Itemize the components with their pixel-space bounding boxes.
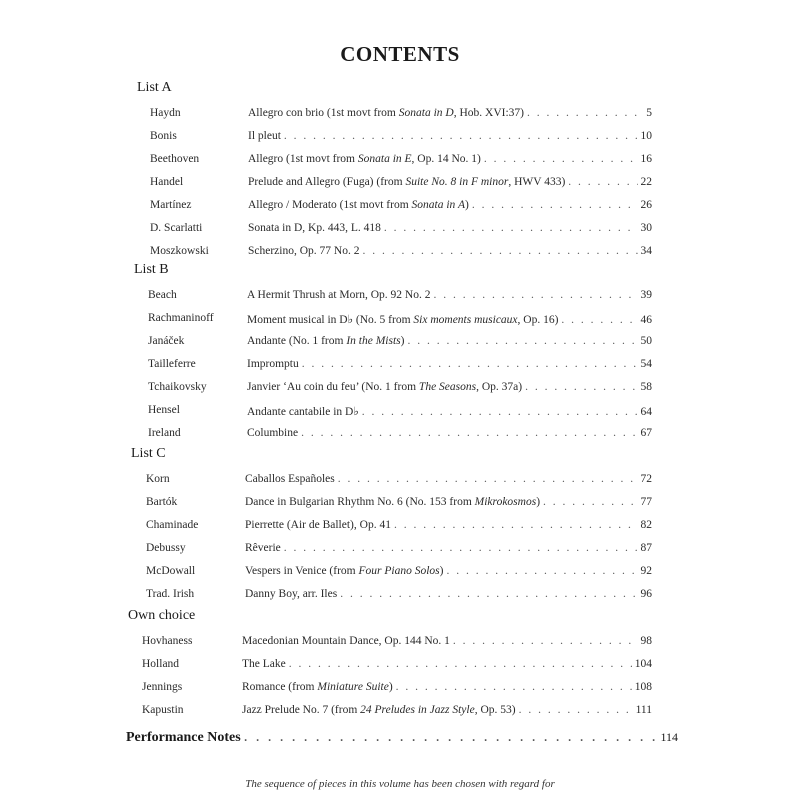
piece-title-text: Andante (No. 1 from [247,335,347,347]
page-number: 67 [640,427,652,439]
page-number: 64 [640,406,652,418]
piece-title-italic: Six moments musicaux [413,314,518,326]
piece-title-italic: In the Mists [346,335,401,347]
toc-entry [242,704,652,716]
page-number: 108 [634,681,652,693]
piece-title-text: ) [439,565,444,577]
piece-title-text: Scherzino, Op. 77 No. 2 [248,245,360,257]
page-number: 87 [640,542,652,554]
piece-title-text: Allegro con brio (1st movt from [248,107,399,119]
toc-entry [247,289,652,301]
dot-leader [527,107,643,119]
piece-title [247,312,558,326]
page-number: 22 [640,176,652,188]
piece-title-text: ) [388,681,393,693]
piece-title [247,289,430,301]
dot-leader [396,681,632,693]
composer-name: Hovhaness [142,635,193,647]
dot-leader [484,153,638,165]
piece-title-text: , Op. 37a) [476,381,523,393]
composer-name: Handel [150,176,184,188]
piece-title [248,153,481,165]
footnote: The sequence of pieces in this volume has been chosen with regard for [245,778,555,790]
piece-title-text: Dance in Bulgarian Rhythm No. 6 (No. 153 from [245,496,475,508]
piece-title-italic: Sonata in A [411,199,465,211]
dot-leader [519,704,633,716]
piece-title-text: ) [400,335,405,347]
composer-name: Trad. Irish [146,588,195,600]
dot-leader [407,335,637,347]
performance-notes-page: 114 [660,730,678,744]
page-number: 104 [634,658,652,670]
composer-name: Rachmaninoff [148,312,214,324]
toc-entry [245,588,652,600]
dot-leader [384,222,638,234]
piece-title-italic: Sonata in D [398,107,454,119]
dot-leader [284,542,638,554]
piece-title [248,199,469,211]
page-title: CONTENTS [340,42,460,66]
composer-name: Jennings [142,681,183,693]
page-number: 54 [640,358,652,370]
toc-entry [247,358,652,370]
piece-title-text: Il pleut [248,130,281,142]
toc-entry [248,199,652,211]
piece-title-text: Prelude and Allegro (Fuga) (from [248,176,406,188]
performance-notes-label: Performance Notes [126,730,241,745]
piece-title [247,381,522,393]
piece-title [245,496,540,508]
piece-title-text: Impromptu [247,358,299,370]
toc-entry [248,130,652,142]
dot-leader [289,658,632,670]
piece-title-text: Sonata in D, Kp. 443, L. 418 [248,222,381,234]
performance-notes-entry [126,728,678,746]
piece-title-text: Andante cantabile in D♭ [247,406,359,418]
piece-title-text: Vespers in Venice (from [245,565,359,577]
composer-name: Kapustin [142,704,184,716]
toc-entry [245,542,652,554]
piece-title-text: , HWV 433) [508,176,566,188]
piece-title-text: Danny Boy, arr. Iles [245,588,338,600]
toc-entry [245,496,652,508]
section-heading: List A [137,80,172,95]
composer-name: Bonis [150,130,177,142]
section-heading: List C [131,446,166,461]
piece-title-italic: Mikrokosmos [474,496,537,508]
piece-title-text: Columbine [247,427,299,439]
page-number: 46 [640,314,652,326]
dot-leader [284,130,638,142]
page-number: 10 [640,130,652,142]
composer-name: Moszkowski [150,245,209,257]
piece-title [247,427,298,439]
dot-leader [340,588,637,600]
piece-title-italic: Sonata in E [357,153,412,165]
composer-name: Korn [146,473,170,485]
page-number: 77 [640,496,652,508]
page-number: 72 [640,473,652,485]
piece-title [248,130,281,142]
page-number: 26 [640,199,652,211]
piece-title-italic: The Seasons [418,381,477,393]
piece-title [247,358,299,370]
dot-leader [525,381,637,393]
piece-title [247,335,404,347]
piece-title-text: Jazz Prelude No. 7 (from [242,704,361,716]
toc-entry [242,658,652,670]
page-number: 92 [640,565,652,577]
composer-name: Debussy [146,542,186,554]
dot-leader [394,519,638,531]
dot-leader [301,427,637,439]
toc-entry [248,245,652,257]
dot-leader [244,728,658,746]
section-heading: List B [134,262,169,277]
composer-name: Holland [142,658,180,670]
piece-title [248,176,565,188]
page-number: 58 [640,381,652,393]
piece-title-text: Allegro (1st movt from [248,153,358,165]
page-number: 98 [640,635,652,647]
page-number: 111 [635,704,652,716]
dot-leader [453,635,638,647]
piece-title-text: , Hob. XVI:37) [453,107,524,119]
page-number: 96 [640,588,652,600]
piece-title [245,542,281,554]
dot-leader [543,496,637,508]
composer-name: Haydn [150,107,181,119]
composer-name: Hensel [148,404,180,416]
piece-title-text: Macedonian Mountain Dance, Op. 144 No. 1 [242,635,450,647]
piece-title-text: , Op. 53) [474,704,516,716]
toc-entry [242,635,652,647]
dot-leader [338,473,638,485]
piece-title [245,588,337,600]
piece-title-italic: Miniature Suite [317,681,389,693]
toc-entry [248,176,652,188]
composer-name: Bartók [146,496,178,508]
piece-title-text: A Hermit Thrush at Morn, Op. 92 No. 2 [247,289,431,301]
dot-leader [362,406,638,418]
piece-title-text: Allegro / Moderato (1st movt from [248,199,412,211]
piece-title-text: Janvier ‘Au coin du feu’ (No. 1 from [247,381,419,393]
piece-title-text: Moment musical in D♭ (No. 5 from [247,314,414,326]
piece-title-text: ) [536,496,541,508]
dot-leader [302,358,638,370]
composer-name: McDowall [146,565,196,577]
piece-title [248,245,359,257]
page-number: 82 [640,519,652,531]
piece-title [242,635,450,647]
section-heading: Own choice [128,608,196,623]
piece-title-text: , Op. 14 No. 1) [411,153,481,165]
toc-entry [247,427,652,439]
page-number: 16 [640,153,652,165]
piece-title-italic: 24 Preludes in Jazz Style [360,704,475,716]
composer-name: D. Scarlatti [150,222,203,234]
composer-name: Beach [148,289,177,301]
piece-title-text: The Lake [242,658,286,670]
piece-title-text: Rêverie [245,542,281,554]
piece-title-text: Caballos Españoles [245,473,335,485]
dot-leader [472,199,638,211]
composer-name: Ireland [148,427,181,439]
piece-title-italic: Suite No. 8 in F minor [405,176,509,188]
piece-title-italic: Four Piano Solos [358,565,440,577]
piece-title-text: ) [465,199,469,211]
dot-leader [362,245,637,257]
page-number: 5 [646,107,652,119]
page-number: 34 [640,245,652,257]
piece-title [248,222,381,234]
piece-title [242,681,393,693]
dot-leader [433,289,637,301]
piece-title-text: Romance (from [242,681,318,693]
composer-name: Janáček [148,335,185,347]
toc-entry [245,473,652,485]
piece-title [247,404,359,418]
piece-title-text: , Op. 16) [517,314,559,326]
piece-title [242,704,516,716]
composer-name: Tailleferre [148,358,196,370]
dot-leader [561,314,637,326]
page-number: 39 [640,289,652,301]
toc-entry [248,107,652,119]
composer-name: Martínez [150,199,192,211]
piece-title [245,473,335,485]
toc-entry [248,153,652,165]
toc-entry [247,335,652,347]
piece-title [242,658,286,670]
piece-title [245,519,391,531]
page-number: 50 [640,335,652,347]
dot-leader [446,565,637,577]
toc-entry [247,381,652,393]
toc-entry [247,404,652,418]
composer-name: Beethoven [150,153,200,165]
composer-name: Chaminade [146,519,199,531]
dot-leader [568,176,637,188]
piece-title [248,107,524,119]
piece-title-text: Pierrette (Air de Ballet), Op. 41 [245,519,391,531]
toc-entry [242,681,652,693]
piece-title [245,565,443,577]
toc-entry [245,519,652,531]
toc-entry [248,222,652,234]
toc-entry [245,565,652,577]
toc-entry [247,312,652,326]
composer-name: Tchaikovsky [148,381,207,393]
page-number: 30 [640,222,652,234]
